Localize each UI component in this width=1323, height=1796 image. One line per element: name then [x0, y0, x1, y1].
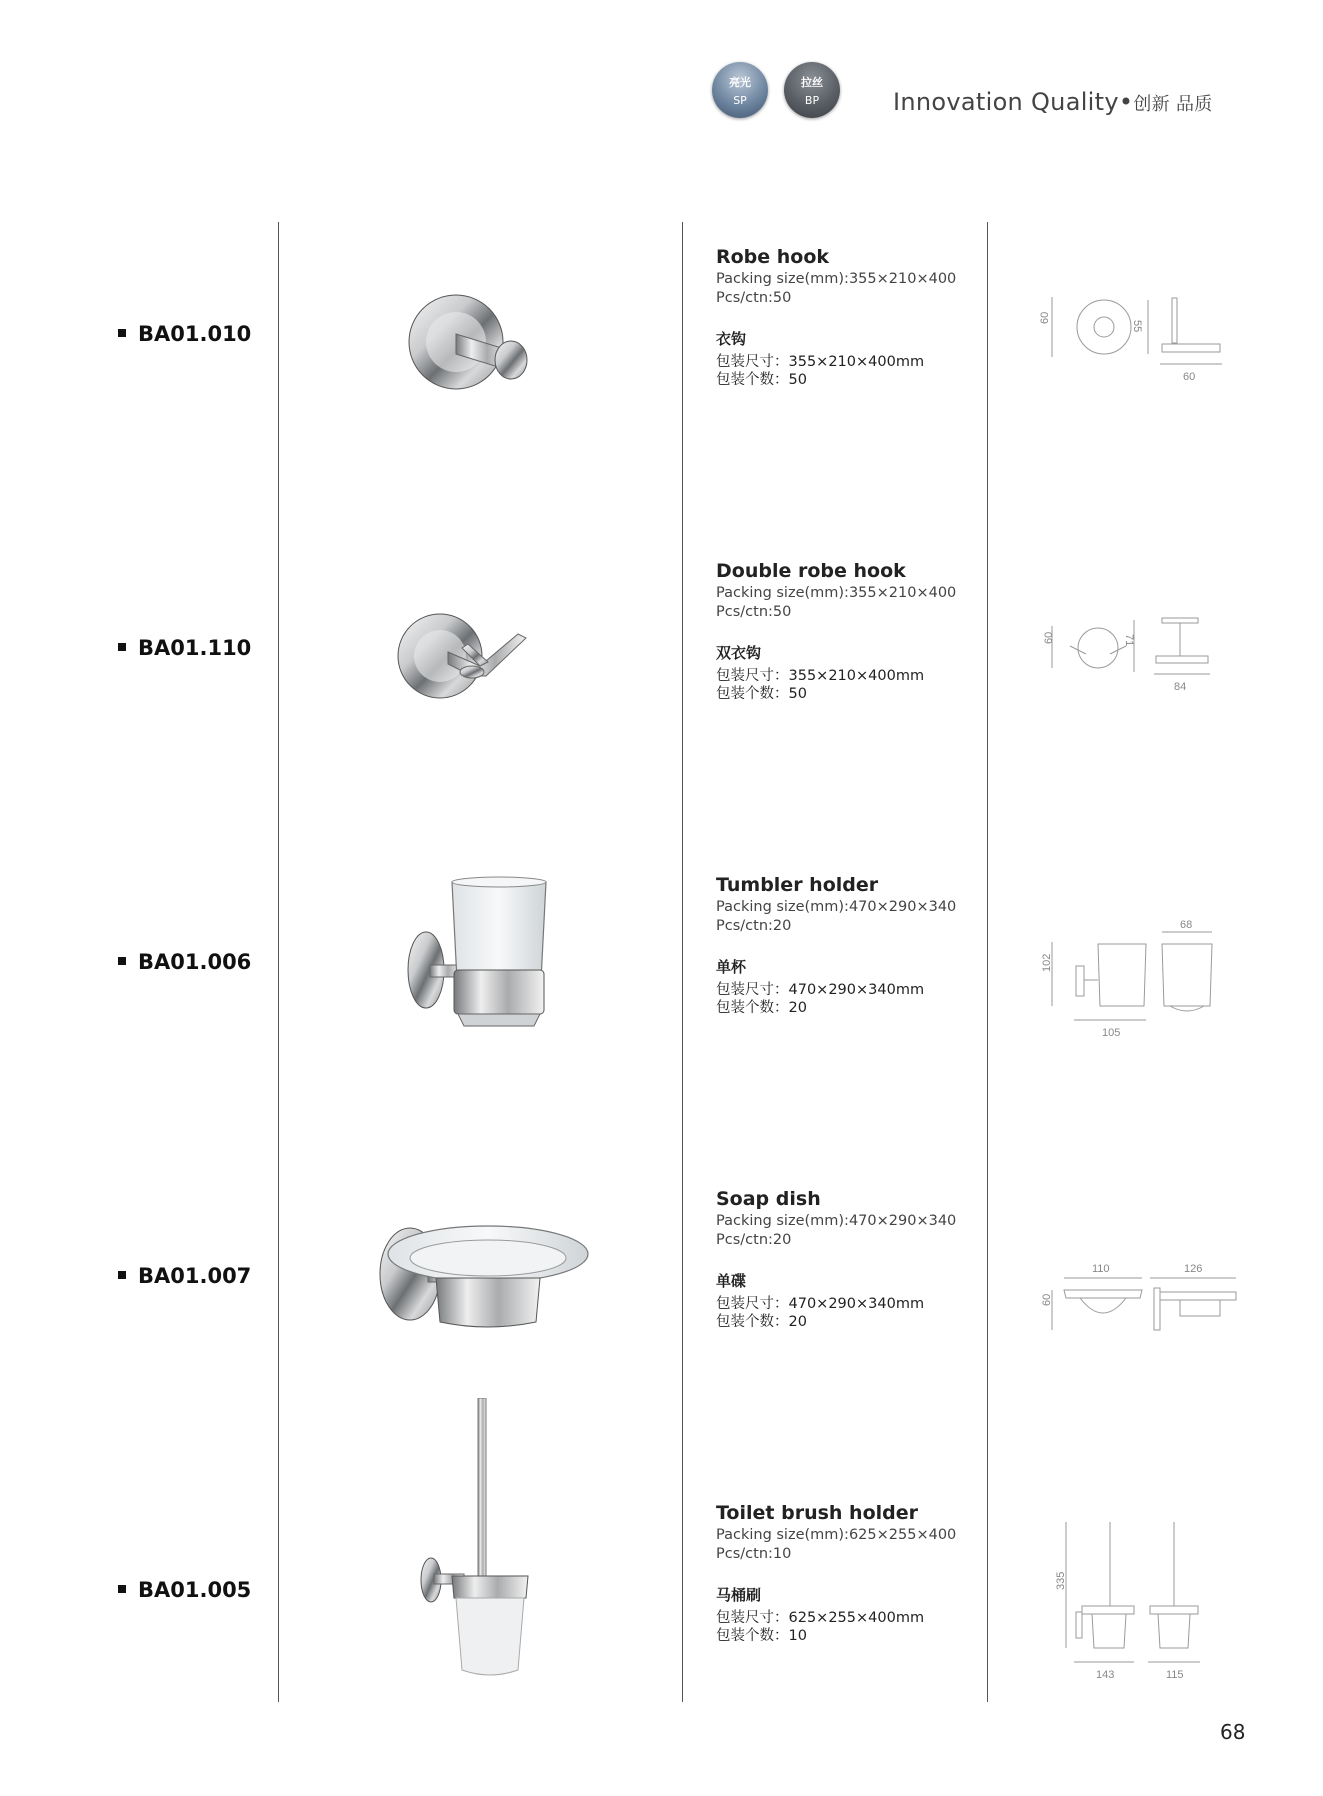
product-info	[716, 874, 976, 1017]
bullet-square-icon	[118, 329, 126, 337]
product-name: Tumbler holder	[716, 874, 879, 896]
product-row	[0, 1398, 1323, 1712]
product-code-text: BA01.007	[138, 1264, 252, 1288]
dim-label: 60	[1039, 311, 1051, 324]
slogan-separator: •	[1118, 88, 1134, 116]
bullet-square-icon	[118, 643, 126, 651]
packing-size: Packing size(mm):355×210×400	[716, 271, 957, 287]
product-row	[0, 850, 1323, 1164]
finish-badge-sp	[712, 62, 768, 118]
product-name-cn: 双衣钩	[716, 644, 762, 662]
slogan-cn: 创新 品质	[1133, 94, 1213, 115]
dim-label: 60	[1043, 631, 1055, 644]
product-info	[716, 1502, 976, 1645]
pieces-per-carton-cn: 包装个数：20	[716, 1000, 807, 1016]
product-info	[716, 560, 976, 703]
bullet-square-icon	[118, 1585, 126, 1593]
dim-label: 126	[1184, 1263, 1203, 1275]
dim-label: 71	[1123, 634, 1135, 647]
product-photo-double-robe-hook	[368, 586, 608, 836]
product-code-text: BA01.006	[138, 950, 252, 974]
product-row	[0, 222, 1323, 536]
dim-label: 55	[1131, 320, 1143, 333]
bullet-square-icon	[118, 957, 126, 965]
page-number: 68	[1220, 1720, 1246, 1744]
product-info	[716, 1188, 976, 1331]
pieces-per-carton-cn: 包装个数：50	[716, 372, 807, 388]
product-name: Toilet brush holder	[716, 1502, 918, 1524]
pieces-per-carton: Pcs/ctn:50	[716, 290, 792, 306]
product-name-cn: 单杯	[716, 958, 747, 976]
badge-label-en: SP	[733, 94, 747, 107]
bullet-square-icon	[118, 1271, 126, 1279]
product-code	[118, 636, 251, 660]
packing-size-cn: 包装尺寸：470×290×340mm	[716, 982, 925, 998]
product-info	[716, 246, 976, 389]
product-photo-tumbler-holder	[368, 870, 608, 1120]
dim-label: 143	[1096, 1669, 1115, 1681]
dim-label: 110	[1092, 1263, 1110, 1275]
finish-badge-bp	[784, 62, 840, 118]
pieces-per-carton: Pcs/ctn:20	[716, 918, 792, 934]
dim-label: 60	[1041, 1293, 1053, 1306]
packing-size-cn: 包装尺寸：625×255×400mm	[716, 1610, 925, 1626]
dim-label: 115	[1166, 1669, 1184, 1681]
packing-size: Packing size(mm):470×290×340	[716, 899, 957, 915]
product-code-text: BA01.010	[138, 322, 252, 346]
packing-size-cn: 包装尺寸：355×210×400mm	[716, 668, 925, 684]
dimension-drawing	[1030, 1518, 1270, 1698]
badge-label-cn: 拉丝	[801, 76, 823, 89]
pieces-per-carton-cn: 包装个数：20	[716, 1314, 807, 1330]
packing-size: Packing size(mm):470×290×340	[716, 1213, 957, 1229]
dim-label: 335	[1055, 1571, 1067, 1590]
product-name: Soap dish	[716, 1188, 821, 1210]
packing-size-cn: 包装尺寸：355×210×400mm	[716, 354, 925, 370]
dimension-drawing	[1030, 910, 1270, 1110]
product-code-text: BA01.110	[138, 636, 252, 660]
badge-label-cn: 亮光	[729, 76, 751, 89]
product-code	[118, 950, 251, 974]
pieces-per-carton: Pcs/ctn:20	[716, 1232, 792, 1248]
product-name: Double robe hook	[716, 560, 906, 582]
dimension-drawing	[1030, 616, 1270, 816]
page-header	[0, 0, 1323, 140]
dim-label: 84	[1174, 681, 1187, 693]
pieces-per-carton: Pcs/ctn:50	[716, 604, 792, 620]
packing-size: Packing size(mm):625×255×400	[716, 1527, 957, 1543]
pieces-per-carton: Pcs/ctn:10	[716, 1546, 792, 1562]
product-name-cn: 马桶刷	[716, 1586, 762, 1604]
packing-size-cn: 包装尺寸：470×290×340mm	[716, 1296, 925, 1312]
pieces-per-carton-cn: 包装个数：10	[716, 1628, 807, 1644]
slogan	[893, 88, 1213, 116]
product-code	[118, 1264, 251, 1288]
product-name-cn: 单碟	[716, 1272, 747, 1290]
product-row	[0, 536, 1323, 850]
product-photo-toilet-brush-holder	[368, 1398, 608, 1698]
packing-size: Packing size(mm):355×210×400	[716, 585, 957, 601]
pieces-per-carton-cn: 包装个数：50	[716, 686, 807, 702]
dim-label: 60	[1183, 371, 1196, 383]
product-code	[118, 1578, 251, 1602]
product-code	[118, 322, 251, 346]
dim-label: 105	[1102, 1027, 1121, 1039]
product-code-text: BA01.005	[138, 1578, 252, 1602]
product-photo-robe-hook	[368, 272, 608, 522]
badge-label-en: BP	[804, 94, 820, 107]
slogan-en: Innovation Quality	[893, 88, 1119, 116]
dim-label: 68	[1180, 919, 1193, 931]
product-name: Robe hook	[716, 246, 830, 268]
dimension-drawing	[1030, 292, 1270, 492]
product-name-cn: 衣钩	[716, 330, 747, 348]
dim-label: 102	[1041, 953, 1053, 972]
